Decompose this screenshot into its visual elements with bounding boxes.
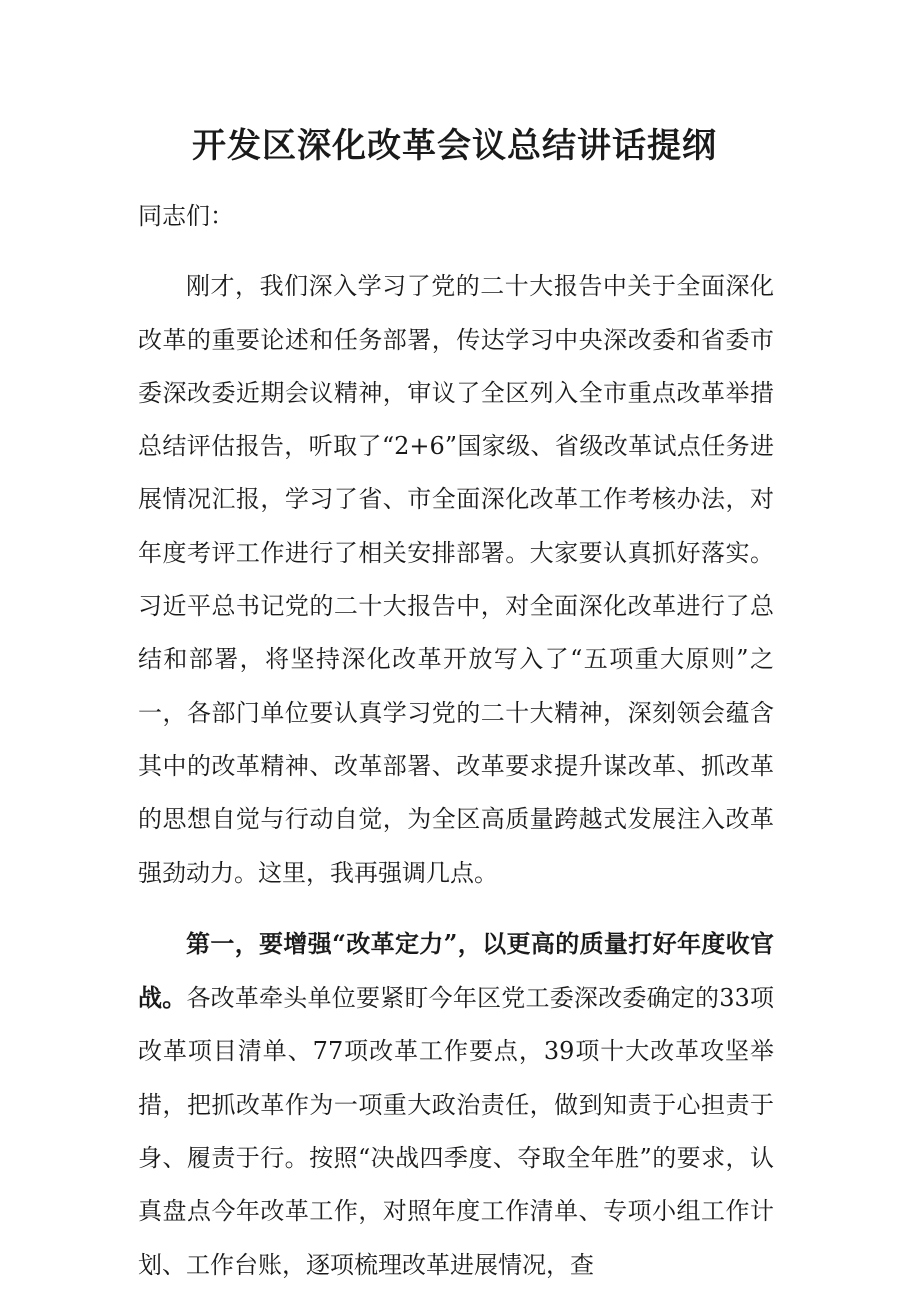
paragraph-2-body: 各改革牵头单位要紧盯今年区党工委深改委确定的33项改革项目清单、77项改革工作要点，39项十大改革攻坚举措，把抓改革作为一项重大政治责任，做到知责于心担责于身、履责于行。按照“决战四季度、夺取全年胜”的要求，认真盘点今年改革工作，对照年度工作清单、专项小组工作计划、工作台账，逐项梳理改革进展情况，查 [138,984,774,1279]
document-title: 开发区深化改革会议总结讲话提纲 [192,126,717,166]
paragraph-2 [138,917,774,1292]
document-body [138,190,774,1292]
paragraph-2-lead: 第一，要增强“改革定力”，以更高的质量打好年度收官战。 [138,928,774,1013]
paragraph-1: 刚才，我们深入学习了党的二十大报告中关于全面深化改革的重要论述和任务部署，传达学习中央深改委和省委市委深改委近期会议精神，审议了全区列入全市重点改革举措总结评估报告，听取了“2+6”国家级、省级改革试点任务进展情况汇报，学习了省、市全面深化改革工作考核办法，对年度考评工作进行了相关安排部署。大家要认真抓好落实。习近平总书记党的二十大报告中，对全面深化改革进行了总结和部署，将坚持深化改革开放写入了“五项重大原则”之一，各部门单位要认真学习党的二十大精神，深刻领会蕴含其中的改革精神、改革部署、改革要求提升谋改革、抓改革的思想自觉与行动自觉，为全区高质量跨越式发展注入改革强劲动力。这里，我再强调几点。 [138,272,774,887]
greeting: 同志们： [138,202,234,230]
